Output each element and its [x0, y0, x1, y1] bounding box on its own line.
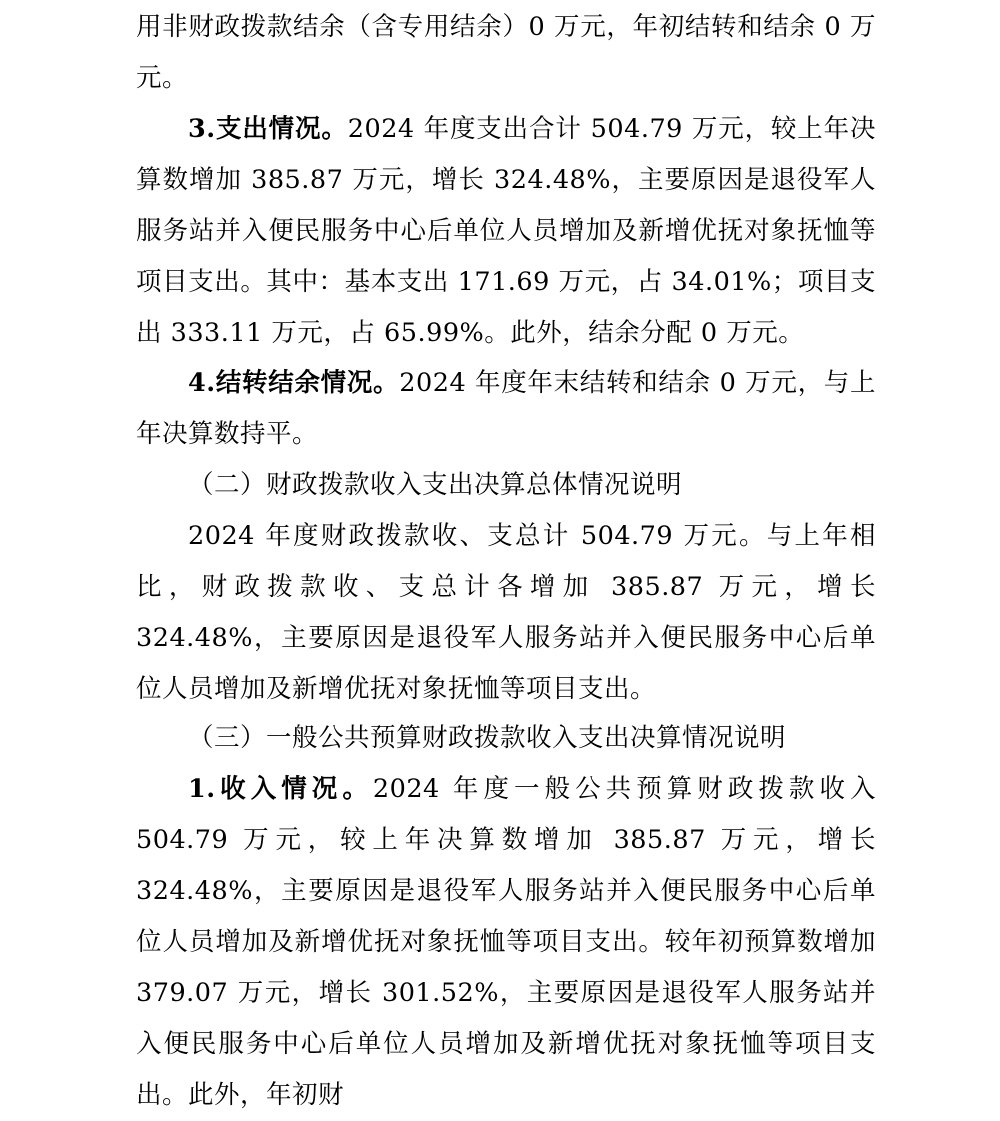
paragraph-balance [136, 358, 876, 460]
paragraph-lead-expenditure: 3.支出情况。 [188, 114, 348, 144]
paragraph-fiscal-overview [136, 511, 876, 715]
paragraph-income [136, 764, 876, 1121]
section-heading-general-budget: （三）一般公共预算财政拨款收入支出决算情况说明 [188, 723, 787, 753]
paragraph-expenditure [136, 104, 876, 359]
paragraph-lead-income: 1.收入情况。 [188, 774, 373, 804]
paragraph-lead-balance: 4.结转结余情况。 [188, 368, 400, 398]
paragraph-text: 2024 年度支出合计 504.79 万元，较上年决算数增加 385.87 万元，增长 324.48%，主要原因是退役军人服务站并入便民服务中心后单位人员增加及新增优抚对象抚恤等项目支出。其中：基本支出 171.69 万元，占 34.01%；项目支出 333.11 万元，占 65.99%。此外，结余分配 0 万元。 [136, 114, 876, 348]
paragraph-text: 2024 年度一般公共预算财政拨款收入 504.79 万元，较上年决算数增加 385.87 万元，增长 324.48%，主要原因是退役军人服务站并入便民服务中心后单位人员增加及新增优抚对象抚恤等项目支出。较年初预算数增加 379.07 万元，增长 301.52%，主要原因是退役军人服务站并入便民服务中心后单位人员增加及新增优抚对象抚恤等项目支出。此外，年初财 [136, 774, 876, 1110]
paragraph-text: 2024 年度年末结转和结余 0 万元，与上年决算数持平。 [136, 368, 877, 449]
paragraph-carryover [136, 2, 876, 104]
paragraph-text: 2024 年度财政拨款收、支总计 504.79 万元。与上年相比，财政拨款收、支总计各增加 385.87 万元，增长 324.48%，主要原因是退役军人服务站并入便民服务中心后单位人员增加及新增优抚对象抚恤等项目支出。 [136, 521, 876, 704]
section-heading-fiscal-overview: （二）财政拨款收入支出决算总体情况说明 [188, 470, 683, 500]
paragraph-text: 用非财政拨款结余（含专用结余）0 万元，年初结转和结余 0 万元。 [136, 12, 876, 93]
